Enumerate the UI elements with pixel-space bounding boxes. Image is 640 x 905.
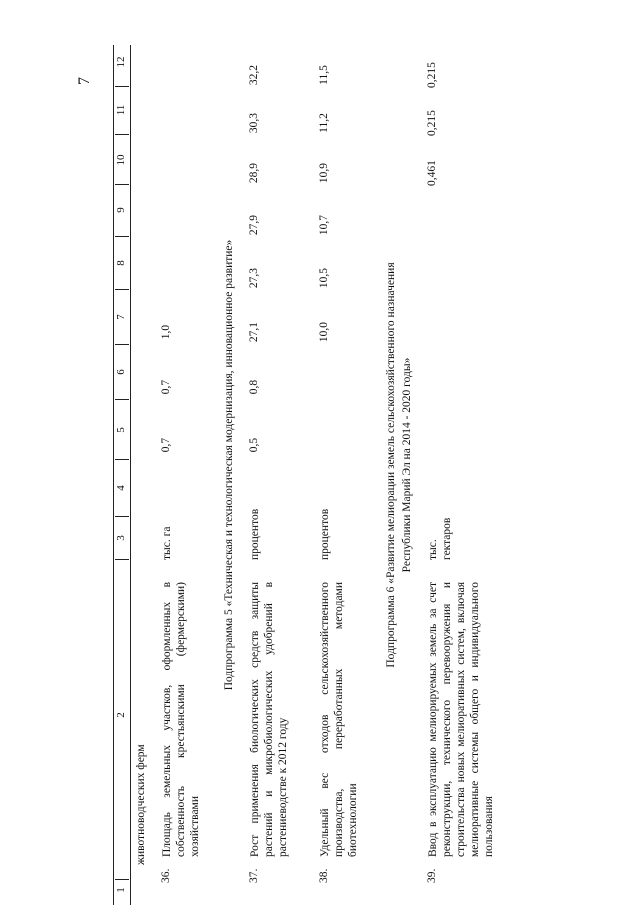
column-number: 7	[115, 314, 127, 320]
subprogram-6-title-line1: Подпрограмма 6 «Развитие мелиорации земель сельскохозяйственного назначения	[385, 262, 397, 668]
row-value: 27,9	[248, 214, 260, 236]
col-separator	[115, 236, 129, 237]
col-separator	[115, 289, 129, 290]
row-unit: процентов	[319, 508, 331, 560]
row-value: 0,7	[160, 379, 172, 395]
row-value: 0,5	[248, 437, 260, 453]
row-value: 10,0	[318, 321, 330, 343]
row-value: 10,7	[318, 214, 330, 236]
row-value: 0,215	[426, 110, 438, 136]
row-unit: тыс. га	[161, 526, 173, 560]
row-value: 0,7	[160, 437, 172, 453]
column-number: 10	[115, 154, 127, 166]
row-value: 27,1	[248, 321, 260, 343]
col-separator	[115, 516, 129, 517]
col-separator	[115, 399, 129, 400]
row-value: 10,5	[318, 267, 330, 289]
col-separator	[115, 184, 129, 185]
column-number: 6	[115, 369, 127, 375]
row-name: Площадь земельных участков, оформленных в собственность крестьянскими (фермерскими) хозяйствами	[161, 582, 201, 857]
row-unit: тыс. гектаров	[427, 517, 453, 560]
row-value: 0,461	[426, 160, 438, 186]
row-value: 11,2	[318, 113, 330, 133]
row-value: 1,0	[160, 324, 172, 340]
row-unit: процентов	[249, 508, 261, 560]
header-bottom-line	[130, 45, 131, 905]
row-number: 37.	[248, 868, 260, 883]
row-value: 10,9	[318, 162, 330, 184]
column-number: 11	[115, 104, 127, 116]
row-name: Рост применения биологических средств защиты растений и микробиологических удобрений в растениеводстве к 2012 году	[249, 582, 289, 857]
row-number: 39.	[426, 868, 438, 883]
column-number: 8	[115, 260, 127, 266]
row-value: 30,3	[248, 112, 260, 134]
column-number: 1	[115, 887, 127, 893]
row-value: 28,9	[248, 162, 260, 184]
column-number: 9	[115, 207, 127, 213]
column-number: 4	[115, 485, 127, 491]
row-name: Удельный вес отходов сельскохозяйственного производства, переработанных методами биотехнологии	[319, 582, 359, 857]
col-separator	[115, 86, 129, 87]
row-number: 36.	[160, 868, 172, 883]
row-number: 38.	[318, 868, 330, 883]
col-separator	[115, 459, 129, 460]
subprogram-6-title-line2: Республики Марий Эл на 2014 - 2020 годы»	[401, 357, 413, 573]
column-number: 3	[115, 535, 127, 541]
col-separator	[115, 134, 129, 135]
col-separator	[115, 344, 129, 345]
row-name: Ввод в эксплуатацию мелиорируемых земель за счет реконструкции, технического перевооружения и строительства новых мелиоративных систем, включая мелиоративные системы общего и индивидуального пользования	[427, 582, 495, 857]
row-value: 32,2	[248, 64, 260, 86]
continuation-text: животноводческих ферм	[135, 744, 147, 865]
row-value: 11,5	[318, 65, 330, 85]
row-value: 0,215	[426, 62, 438, 88]
page-number: 7	[76, 77, 93, 85]
subprogram-5-title: Подпрограмма 5 «Техническая и технологическая модернизация, инновационное развитие»	[223, 239, 235, 691]
column-number: 12	[115, 56, 127, 68]
col-separator	[115, 559, 129, 560]
header-top-line	[113, 45, 114, 905]
column-number: 2	[115, 712, 127, 718]
row-value: 27,3	[248, 267, 260, 289]
row-value: 0,8	[248, 379, 260, 395]
column-number: 5	[115, 427, 127, 433]
